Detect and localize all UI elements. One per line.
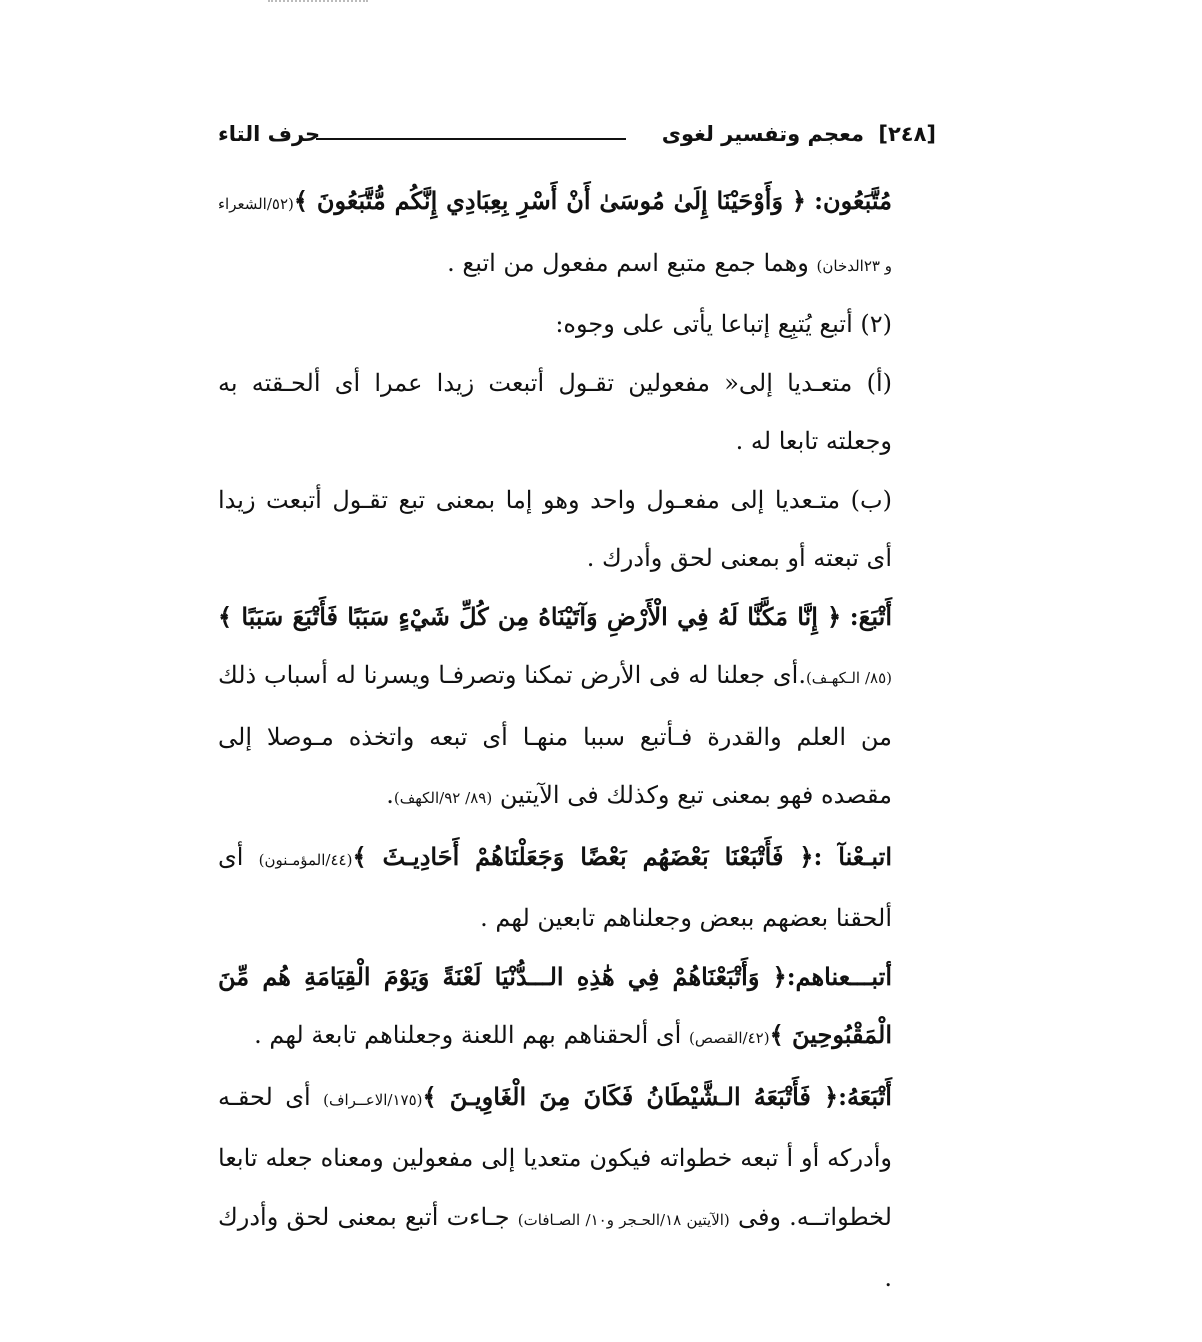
scan-mark <box>268 0 368 6</box>
entry-text: .أى جعلنا له فى الأرض تمكنا وتصرفـا ويسرنا له أسباب ذلك من العلم والقدرة فـأتبع سببا منهـا أى تبعه واتخذه مـوصلا إلى مقصده فهو بمعنى تبع وكذلك فى الآيتين <box>218 661 892 809</box>
header-rule <box>316 138 626 140</box>
entry-tail: جـاءت أتبع بمعنى لحق وأدرك . <box>218 1202 892 1292</box>
entry-tail: . <box>386 781 394 809</box>
verse-reference: (٨٩/ ٩٢/الكهف) <box>393 789 493 807</box>
entry-head: مُتَّبَعُون: <box>814 186 892 215</box>
book-title: معجم وتفسير لغوى <box>661 122 864 146</box>
entry-atba-b: (ب) متـعديا إلى مفعـول واحد وهو إما بمعنى تبع تقـول أتبعت زيدا أى تبعته أو بمعنى لحق وأدرك . <box>218 485 892 572</box>
entry-atbaa <box>218 588 936 828</box>
quran-verse: ﴿ وَأَوْحَيْنَا إِلَىٰ مُوسَىٰ أَنْ أَسْرِ بِعِبَادِي إِنَّكُم مُّتَّبَعُونَ ﴾ <box>293 186 806 215</box>
entry-head: اتبـعْنآ : <box>813 841 893 871</box>
entry-text: وهما جمع متبع اسم مفعول من اتبع . <box>447 248 809 277</box>
verse-reference: (الآيتين ١٨/الحـجر و١٠/ الصـافات) <box>517 1210 730 1229</box>
entry-head: أَتْبَعَ: <box>849 601 892 631</box>
section-title: حرف التاء <box>218 122 321 146</box>
entry-atbanahum <box>218 948 936 1068</box>
entry-mutbauun <box>218 172 936 295</box>
entry-head: أتبـــعناهم: <box>786 961 892 991</box>
entry-text: أى لحقـه وأدركه أو أ تبعه خطواته فيكون متعديا إلى مفعولين ومعناه جعله تابعا لخطواتــه. وفى <box>218 1082 893 1231</box>
quran-verse: ﴿ إِنَّا مَكَّنَّا لَهُ فِي الْأَرْضِ وَآتَيْنَاهُ مِن كُلِّ شَيْءٍ سَبَبًا فَأَتْبَعَ سَبَبًا ﴾ <box>218 601 842 631</box>
verse-reference: (٤٤/المؤمـنون) <box>258 850 353 869</box>
verse-reference: (٤٢/القصص) <box>688 1029 770 1047</box>
entry-head: أَتْبَعَهُ: <box>838 1081 892 1111</box>
running-header <box>218 118 936 158</box>
verse-reference: (٨٥/ الـكهـف) <box>805 669 892 687</box>
body-text <box>218 172 936 1292</box>
entry-atbana <box>218 828 936 948</box>
entry-text: أى ألحقناهم بهم اللعنة وجعلناهم تابعة لهم . <box>254 1021 682 1049</box>
entry-atbaahu <box>218 1068 936 1308</box>
verse-reference: (١٧٥/الاعــراف) <box>323 1090 423 1109</box>
quran-verse: ﴿ فَأَتْبَعْنَا بَعْضَهُم بَعْضًا وَجَعَلْنَاهُمْ أَحَادِيـثَ ﴾ <box>352 841 814 871</box>
quran-verse: ﴿ فَأَتْبَعَهُ الـشَّيْطَانُ فَكَانَ مِنَ الْغَاوِيـنَ ﴾ <box>422 1081 839 1111</box>
page-number: [٢٤٨] <box>878 122 936 146</box>
quran-verse: ﴿ وَأَتْبَعْنَاهُمْ فِي هَٰذِهِ الـــدُّنْيَا لَعْنَةً وَيَوْمَ الْقِيَامَةِ هُم مِّنَ الْمَقْبُوحِينَ ﴾ <box>218 961 892 1049</box>
entry-atba-forms: (٢) أتبع يُتبِع إتباعا يأتى على وجوه: <box>555 310 892 338</box>
verse-reference: (٥٢/الشعراء و ٢٣الدخان) <box>218 195 892 275</box>
entry-atba-a: (أ) متعـديا إلى« مفعولين تقـول أتبعت زيدا عمرا أى ألحـقته به وجعلته تابعا له . <box>218 368 892 455</box>
entry-text: أى ألحقنا بعضهم ببعض وجعلناهم تابعين لهم . <box>218 842 892 932</box>
